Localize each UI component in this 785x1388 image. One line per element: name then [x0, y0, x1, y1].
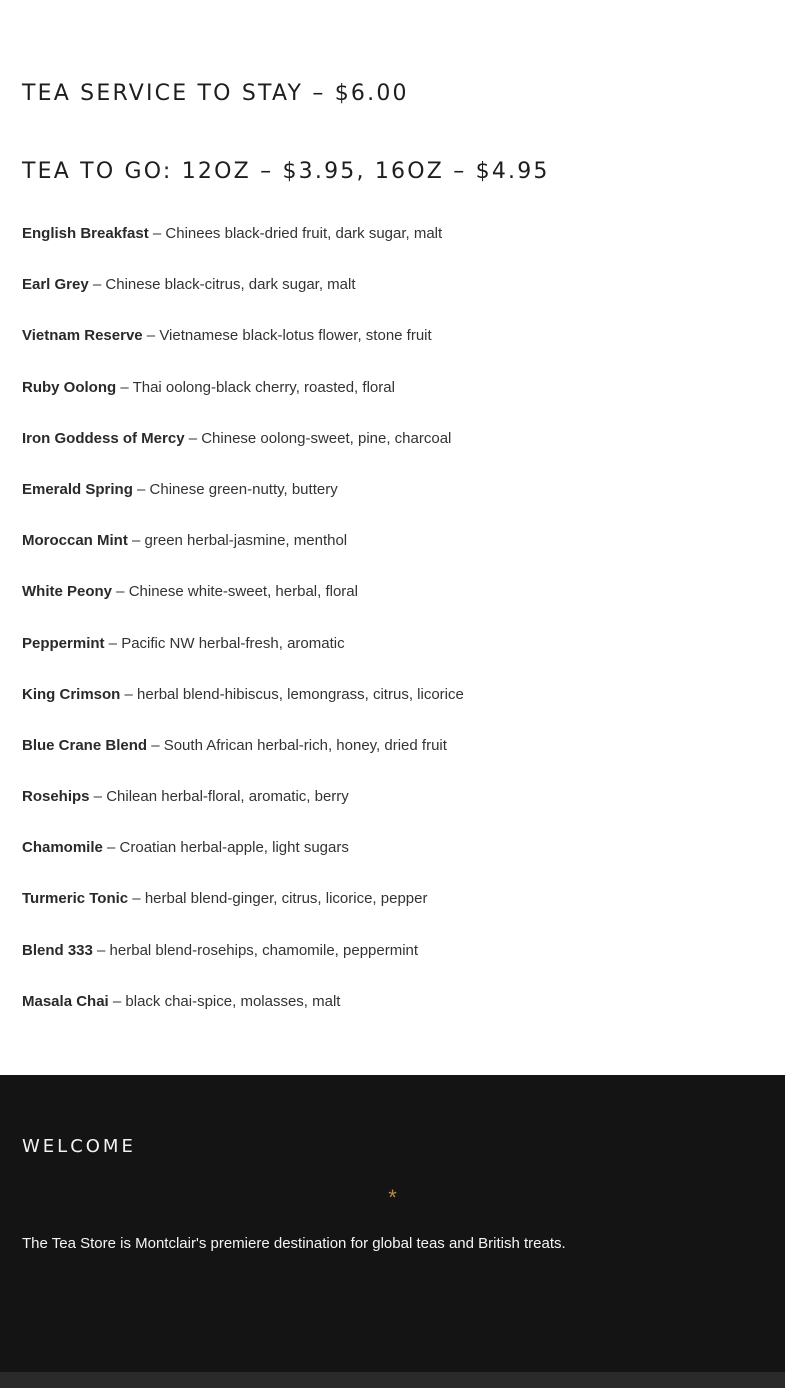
tea-item-blend-333: [22, 939, 464, 990]
tea-name: Blend 333: [22, 941, 93, 959]
tea-item-iron-goddess-of-mercy: [22, 427, 464, 478]
tea-name: White Peony: [22, 583, 113, 601]
tea-item-emerald-spring: [22, 478, 464, 529]
tea-description: – herbal blend-hibiscus, lemongrass, citrus, licorice: [120, 685, 464, 703]
tea-item-masala-chai: [22, 990, 464, 1041]
tea-name: English Breakfast: [22, 225, 149, 242]
tea-description: – South African herbal-rich, honey, dried fruit: [147, 736, 447, 754]
tea-item-peppermint: [22, 632, 464, 683]
tea-item-english-breakfast: [22, 222, 464, 273]
tea-description: – Croatian herbal-apple, light sugars: [102, 839, 349, 857]
tea-name: Iron Goddess of Mercy: [22, 429, 185, 447]
tea-service-to-stay-heading: TEA SERVICE TO STAY – $6.00: [22, 81, 409, 106]
tea-name: King Crimson: [22, 685, 121, 703]
tea-item-chamomile: [22, 836, 464, 887]
tea-item-white-peony: [22, 580, 464, 631]
tea-name: Blue Crane Blend: [22, 736, 148, 754]
tea-item-rosehips: [22, 785, 464, 836]
tea-description: – Pacific NW herbal-fresh, aromatic: [104, 634, 345, 652]
tea-name: Emerald Spring: [22, 480, 133, 498]
tea-item-turmeric-tonic: [22, 887, 464, 938]
tea-name: Turmeric Tonic: [22, 890, 129, 908]
tea-to-go-heading: TEA TO GO: 12OZ – $3.95, 16OZ – $4.95: [22, 159, 550, 184]
tea-description: – herbal blend-rosehips, chamomile, peppermint: [92, 941, 419, 959]
tea-name: Rosehips: [22, 788, 90, 806]
tea-item-king-crimson: [22, 683, 464, 734]
tea-name: Moroccan Mint: [22, 532, 128, 550]
tea-description: – Vietnamese black-lotus flower, stone fruit: [142, 327, 432, 345]
footer-strip: [0, 1372, 785, 1388]
tea-description: – herbal blend-ginger, citrus, licorice, pepper: [128, 890, 428, 908]
tea-item-blue-crane-blend: [22, 734, 464, 785]
tea-description: – Chinees black-dried fruit, dark sugar, malt: [148, 225, 443, 242]
tea-item-earl-grey: [22, 273, 464, 324]
tea-description: – Chinese oolong-sweet, pine, charcoal: [184, 429, 452, 447]
tea-name: Peppermint: [22, 634, 105, 652]
tea-description: – Thai oolong-black cherry, roasted, floral: [116, 378, 395, 396]
welcome-title: WELCOME: [22, 1136, 136, 1157]
tea-name: Masala Chai: [22, 992, 109, 1010]
asterisk-icon: *: [388, 1185, 397, 1210]
tea-description: – Chinese black-citrus, dark sugar, malt: [88, 276, 356, 294]
tea-name: Chamomile: [22, 839, 103, 857]
tea-description: – black chai-spice, molasses, malt: [108, 992, 341, 1010]
tea-item-vietnam-reserve: [22, 324, 464, 375]
tea-list: [22, 222, 464, 1041]
tea-name: Vietnam Reserve: [22, 327, 143, 345]
tea-description: – Chinese green-nutty, buttery: [132, 480, 338, 498]
tea-description: – Chilean herbal-floral, aromatic, berry: [89, 788, 349, 806]
tea-description: – green herbal-jasmine, menthol: [127, 532, 348, 550]
tea-item-ruby-oolong: [22, 376, 464, 427]
tea-name: Earl Grey: [22, 276, 89, 294]
welcome-text: The Tea Store is Montclair's premiere destination for global teas and British treats.: [22, 1235, 566, 1252]
tea-description: – Chinese white-sweet, herbal, floral: [112, 583, 358, 601]
tea-name: Ruby Oolong: [22, 378, 117, 396]
welcome-section: [0, 1075, 785, 1372]
tea-item-moroccan-mint: [22, 529, 464, 580]
